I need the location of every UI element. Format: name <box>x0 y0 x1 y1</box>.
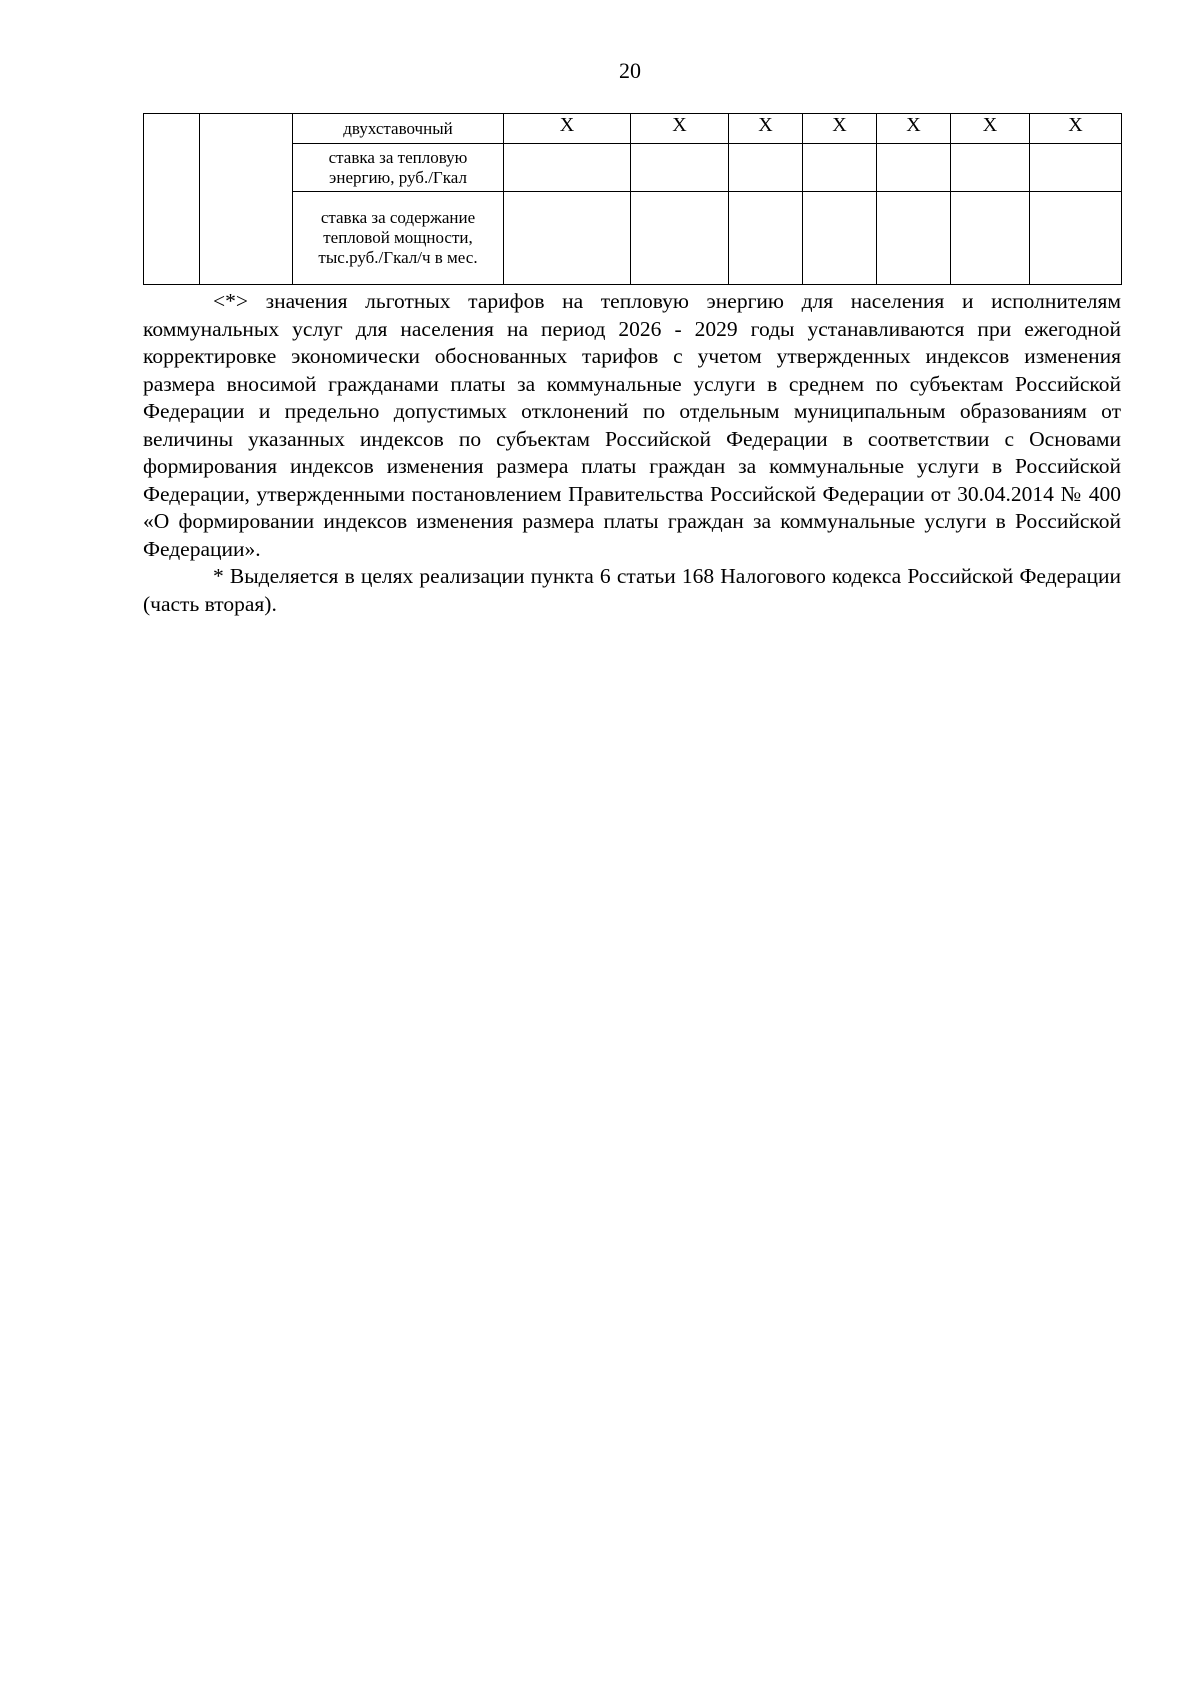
table-cell <box>877 144 951 192</box>
footnote-preferential-tariffs: <*> значения льготных тарифов на тепловую энергию для населения и исполнителям коммунальных услуг для населения на период 2026 - 2029 годы устанавливаются при ежегодной корректировке экономически обоснованных тарифов с учетом утвержденных индексов изменения размера вносимой гражданами платы за коммунальные услуги в среднем по субъектам Российской Федерации и предельно допустимых отклонений по отдельным муниципальным образованиям от величины указанных индексов по субъектам Российской Федерации в соответствии с Основами формирования индексов изменения размера платы граждан за коммунальные услуги в Российской Федерации, утвержденными постановлением Правительства Российской Федерации от 30.04.2014 № 400 «О формировании индексов изменения размера платы граждан за коммунальные услуги в Российской Федерации». <box>143 289 1121 561</box>
table-cell <box>504 144 631 192</box>
table-cell <box>1030 144 1122 192</box>
table-cell: Х <box>803 114 877 144</box>
table-cell <box>803 192 877 285</box>
table-cell <box>729 192 803 285</box>
table-cell: Х <box>1030 114 1122 144</box>
table-cell <box>951 144 1030 192</box>
row-label: двухставочный <box>293 114 504 144</box>
tariff-table <box>143 113 1122 285</box>
table-cell: Х <box>877 114 951 144</box>
table-cell <box>504 192 631 285</box>
table-cell: Х <box>729 114 803 144</box>
table-row <box>144 114 1122 144</box>
table-cell <box>631 192 729 285</box>
page-number: 20 <box>619 58 641 83</box>
footnotes <box>143 288 1121 618</box>
table-cell <box>803 144 877 192</box>
table-cell <box>631 144 729 192</box>
row-label: ставка за тепловую энергию, руб./Гкал <box>293 144 504 192</box>
empty-name-cell <box>200 114 293 285</box>
table-cell: Х <box>631 114 729 144</box>
table-cell <box>877 192 951 285</box>
table-cell <box>729 144 803 192</box>
table-cell: Х <box>951 114 1030 144</box>
footnote-tax-code: * Выделяется в целях реализации пункта 6 статьи 168 Налогового кодекса Российской Федерации (часть вторая). <box>143 564 1121 616</box>
table-cell: Х <box>504 114 631 144</box>
empty-number-cell <box>144 114 200 285</box>
row-label: ставка за содержание тепловой мощности, тыс.руб./Гкал/ч в мес. <box>293 192 504 285</box>
table-cell <box>951 192 1030 285</box>
table-cell <box>1030 192 1122 285</box>
